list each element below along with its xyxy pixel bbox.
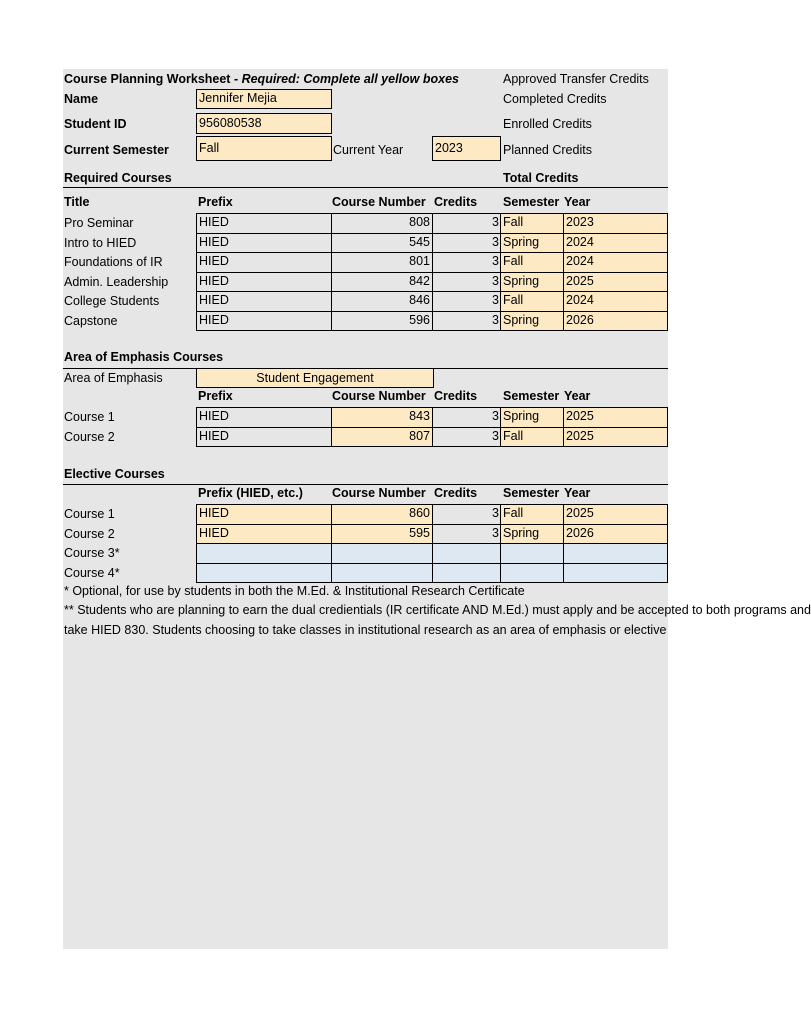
row-label: Course 3*	[64, 546, 120, 560]
completed-credits-label: Completed Credits	[503, 92, 607, 106]
credits-cell[interactable]: 3	[432, 427, 502, 448]
year-cell[interactable]: 2024	[563, 291, 668, 312]
planned-credits-label: Planned Credits	[503, 143, 592, 157]
semester-cell[interactable]: Spring	[500, 233, 564, 254]
col-semester-header: Semester	[503, 195, 560, 209]
year-cell[interactable]: 2026	[563, 311, 668, 332]
elective-section-title: Elective Courses	[64, 467, 165, 481]
emphasis-section-title: Area of Emphasis Courses	[64, 350, 224, 364]
col-year-header: Year	[564, 195, 591, 209]
semester-cell[interactable]	[500, 563, 564, 584]
year-cell[interactable]: 2025	[563, 272, 668, 293]
row-label: Course 1	[64, 410, 115, 424]
emphasis-year-header: Year	[564, 389, 591, 403]
year-cell[interactable]: 2025	[563, 407, 668, 428]
number-cell[interactable]: 545	[331, 233, 433, 254]
semester-cell[interactable]: Spring	[500, 407, 564, 428]
prefix-cell[interactable]: HIED	[196, 311, 332, 332]
row-label: Course 2	[64, 429, 115, 444]
year-cell[interactable]	[563, 543, 668, 564]
credits-cell[interactable]	[432, 543, 502, 564]
year-cell[interactable]	[563, 563, 668, 584]
year-cell[interactable]: 2026	[563, 524, 668, 545]
credits-cell[interactable]: 3	[432, 524, 502, 545]
number-cell[interactable]: 808	[331, 213, 433, 234]
area-of-emphasis-label: Area of Emphasis	[64, 371, 163, 385]
title-note: Required: Complete all yellow boxes	[241, 72, 459, 86]
prefix-cell[interactable]: HIED	[196, 407, 332, 428]
emphasis-credits-header: Credits	[434, 389, 478, 403]
credits-cell[interactable]: 3	[432, 504, 502, 525]
emphasis-semester-header: Semester	[503, 389, 560, 403]
emphasis-number-header: Course Number	[332, 389, 426, 403]
row-label: College Students	[64, 294, 160, 308]
prefix-cell[interactable]: HIED	[196, 427, 332, 448]
prefix-cell[interactable]: HIED	[196, 524, 332, 545]
worksheet	[63, 69, 811, 949]
elective-credits-header: Credits	[434, 486, 478, 500]
current-semester-label: Current Semester	[64, 143, 169, 157]
number-cell[interactable]: 595	[331, 524, 433, 545]
semester-cell[interactable]: Spring	[500, 272, 564, 293]
note-dual-credentials: ** Students who are planning to earn the dual credientials (IR certificate AND M.Ed.) must apply and be accepted to both programs and	[64, 603, 811, 617]
number-cell[interactable]: 846	[331, 291, 433, 312]
row-label: Course 4*	[64, 565, 120, 580]
note-dual-credentials-cont: take HIED 830. Students choosing to take classes in institutional research as an area of emphasis or elective	[64, 623, 667, 637]
prefix-cell[interactable]: HIED	[196, 252, 332, 273]
semester-cell[interactable]: Fall	[500, 504, 564, 525]
credits-cell[interactable]: 3	[432, 291, 502, 312]
prefix-cell[interactable]: HIED	[196, 233, 332, 254]
semester-cell[interactable]: Spring	[500, 524, 564, 545]
student-id-label: Student ID	[64, 117, 127, 131]
col-title-header: Title	[64, 195, 90, 209]
col-course-number-header: Course Number	[332, 195, 426, 209]
credits-cell[interactable]: 3	[432, 407, 502, 428]
prefix-cell[interactable]: HIED	[196, 504, 332, 525]
current-year-field[interactable]: 2023	[432, 136, 501, 161]
elective-year-header: Year	[564, 486, 591, 500]
prefix-cell[interactable]: HIED	[196, 291, 332, 312]
prefix-cell[interactable]	[196, 563, 332, 584]
semester-cell[interactable]: Spring	[500, 311, 564, 332]
semester-cell[interactable]: Fall	[500, 291, 564, 312]
number-cell[interactable]	[331, 543, 433, 564]
note-optional: * Optional, for use by students in both the M.Ed. & Institutional Research Certificate	[64, 584, 525, 598]
prefix-cell[interactable]: HIED	[196, 213, 332, 234]
row-label: Foundations of IR	[64, 255, 163, 269]
area-of-emphasis-field[interactable]: Student Engagement	[196, 368, 434, 388]
year-cell[interactable]: 2025	[563, 504, 668, 525]
row-label: Pro Seminar	[64, 216, 134, 230]
credits-cell[interactable]: 3	[432, 252, 502, 273]
number-cell[interactable]: 801	[331, 252, 433, 273]
credits-cell[interactable]: 3	[432, 233, 502, 254]
row-label: Intro to HIED	[64, 235, 137, 250]
required-courses-title: Required Courses	[64, 171, 172, 185]
col-credits-header: Credits	[434, 195, 478, 209]
student-id-field[interactable]: 956080538	[196, 113, 332, 134]
row-label: Course 1	[64, 507, 115, 521]
prefix-cell[interactable]: HIED	[196, 272, 332, 293]
row-label: Admin. Leadership	[64, 274, 169, 289]
prefix-cell[interactable]	[196, 543, 332, 564]
semester-cell[interactable]: Fall	[500, 252, 564, 273]
credits-cell[interactable]: 3	[432, 311, 502, 332]
current-year-label: Current Year	[333, 143, 404, 157]
elective-semester-header: Semester	[503, 486, 560, 500]
enrolled-credits-label: Enrolled Credits	[503, 117, 592, 131]
row-label: Course 2	[64, 526, 115, 541]
credits-cell[interactable]	[432, 563, 502, 584]
number-cell[interactable]: 842	[331, 272, 433, 293]
row-label: Capstone	[64, 313, 118, 328]
credits-cell[interactable]: 3	[432, 272, 502, 293]
year-cell[interactable]: 2023	[563, 213, 668, 234]
col-prefix-header: Prefix	[198, 195, 233, 209]
current-semester-field[interactable]: Fall	[196, 136, 332, 161]
semester-cell[interactable]: Fall	[500, 213, 564, 234]
credits-cell[interactable]: 3	[432, 213, 502, 234]
total-credits-label: Total Credits	[503, 171, 579, 185]
number-cell[interactable]: 596	[331, 311, 433, 332]
elective-prefix-header: Prefix (HIED, etc.)	[198, 486, 303, 500]
name-label: Name	[64, 92, 99, 106]
number-cell[interactable]: 807	[331, 427, 433, 448]
number-cell[interactable]: 860	[331, 504, 433, 525]
year-cell[interactable]: 2024	[563, 252, 668, 273]
elective-number-header: Course Number	[332, 486, 426, 500]
title-text: Course Planning Worksheet -	[64, 72, 242, 86]
transfer-credits-label: Approved Transfer Credits	[503, 72, 649, 86]
name-field[interactable]: Jennifer Mejia	[196, 89, 332, 109]
worksheet-title	[64, 70, 459, 89]
number-cell[interactable]: 843	[331, 407, 433, 428]
emphasis-prefix-header: Prefix	[198, 389, 233, 403]
year-cell[interactable]: 2025	[563, 427, 668, 448]
semester-cell[interactable]	[500, 543, 564, 564]
year-cell[interactable]: 2024	[563, 233, 668, 254]
divider	[63, 187, 668, 188]
number-cell[interactable]	[331, 563, 433, 584]
semester-cell[interactable]: Fall	[500, 427, 564, 448]
